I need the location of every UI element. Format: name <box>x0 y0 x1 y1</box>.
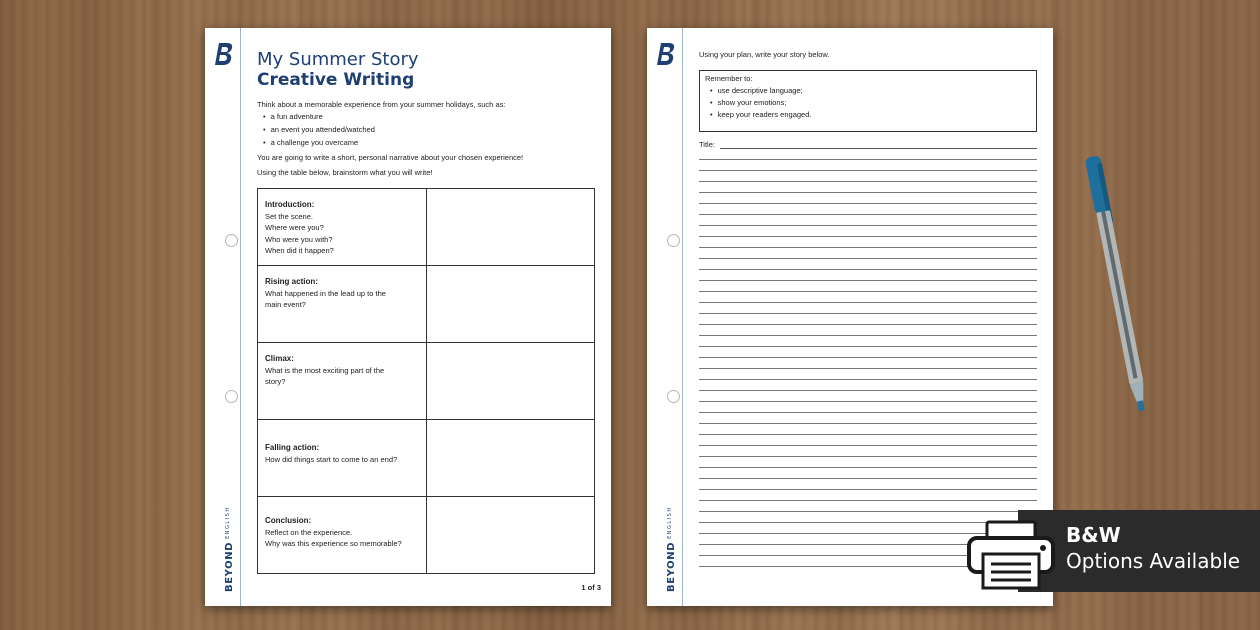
punch-hole <box>667 234 680 247</box>
task-text: You are going to write a short, personal narrative about your chosen experience! <box>257 153 524 162</box>
row-prompt: What is the most exciting part of the <box>265 365 385 375</box>
answer-cell <box>427 266 595 343</box>
table-row <box>258 189 595 266</box>
punch-hole <box>225 234 238 247</box>
beyond-logo-icon <box>215 42 235 66</box>
brand-wordmark: BEYONDENGLISH <box>224 506 235 592</box>
brand-wordmark: BEYONDENGLISH <box>666 506 677 592</box>
row-heading: Falling action: <box>265 443 320 452</box>
row-prompt: Reflect on the experience. <box>265 527 353 537</box>
story-title-label: Title: <box>699 140 715 149</box>
worksheet-page-1 <box>205 28 611 606</box>
reminder-box <box>699 70 1037 132</box>
reminder-list <box>710 86 811 122</box>
writing-lines <box>699 149 1037 569</box>
row-heading: Rising action: <box>265 277 318 286</box>
row-prompt: story? <box>265 377 286 386</box>
worksheet-subtitle: Creative Writing <box>257 70 415 90</box>
row-prompt: How did things start to come to an end? <box>265 454 398 464</box>
answer-cell <box>427 189 595 266</box>
table-row <box>258 420 595 497</box>
intro-text: Think about a memorable experience from your summer holidays, such as: <box>257 100 506 109</box>
margin-line <box>240 28 241 606</box>
table-row <box>258 343 595 420</box>
list-item: • use descriptive language; <box>710 86 811 98</box>
row-prompt: Why was this experience so memorable? <box>265 539 402 548</box>
margin-line <box>682 28 683 606</box>
answer-cell <box>427 343 595 420</box>
list-item: • show your emotions; <box>710 98 811 110</box>
instruction-text: Using the table below, brainstorm what you will write! <box>257 168 433 177</box>
table-row <box>258 497 595 574</box>
row-prompt: Set the scene. <box>265 211 313 221</box>
list-item: • an event you attended/watched <box>263 125 375 138</box>
page-number: 1 of 3 <box>581 583 601 592</box>
row-prompt: When did it happen? <box>265 246 334 255</box>
list-item: • a challenge you overcame <box>263 138 375 151</box>
row-heading: Climax: <box>265 354 294 363</box>
example-list <box>263 112 375 151</box>
row-prompt: Who were you with? <box>265 234 333 244</box>
writing-instruction: Using your plan, write your story below. <box>699 50 830 59</box>
ballpoint-pen-icon <box>1083 148 1153 428</box>
punch-hole <box>225 390 238 403</box>
answer-cell <box>427 420 595 497</box>
banner-subtitle: Options Available <box>1066 549 1241 573</box>
table-row <box>258 266 595 343</box>
list-item: • keep your readers engaged. <box>710 110 811 122</box>
answer-cell <box>427 497 595 574</box>
row-heading: Introduction: <box>265 200 315 209</box>
banner-title: B&W <box>1066 523 1121 547</box>
list-item: • a fun adventure <box>263 112 375 125</box>
printer-icon <box>965 520 1057 590</box>
row-heading: Conclusion: <box>265 516 312 525</box>
beyond-logo-icon <box>657 42 677 66</box>
worksheet-title: My Summer Story <box>257 49 419 70</box>
row-prompt: What happened in the lead up to the <box>265 288 386 298</box>
row-prompt: main event? <box>265 300 306 309</box>
row-prompt: Where were you? <box>265 223 324 232</box>
reminder-heading: Remember to: <box>705 74 753 83</box>
story-plan-table <box>257 188 595 574</box>
punch-hole <box>667 390 680 403</box>
